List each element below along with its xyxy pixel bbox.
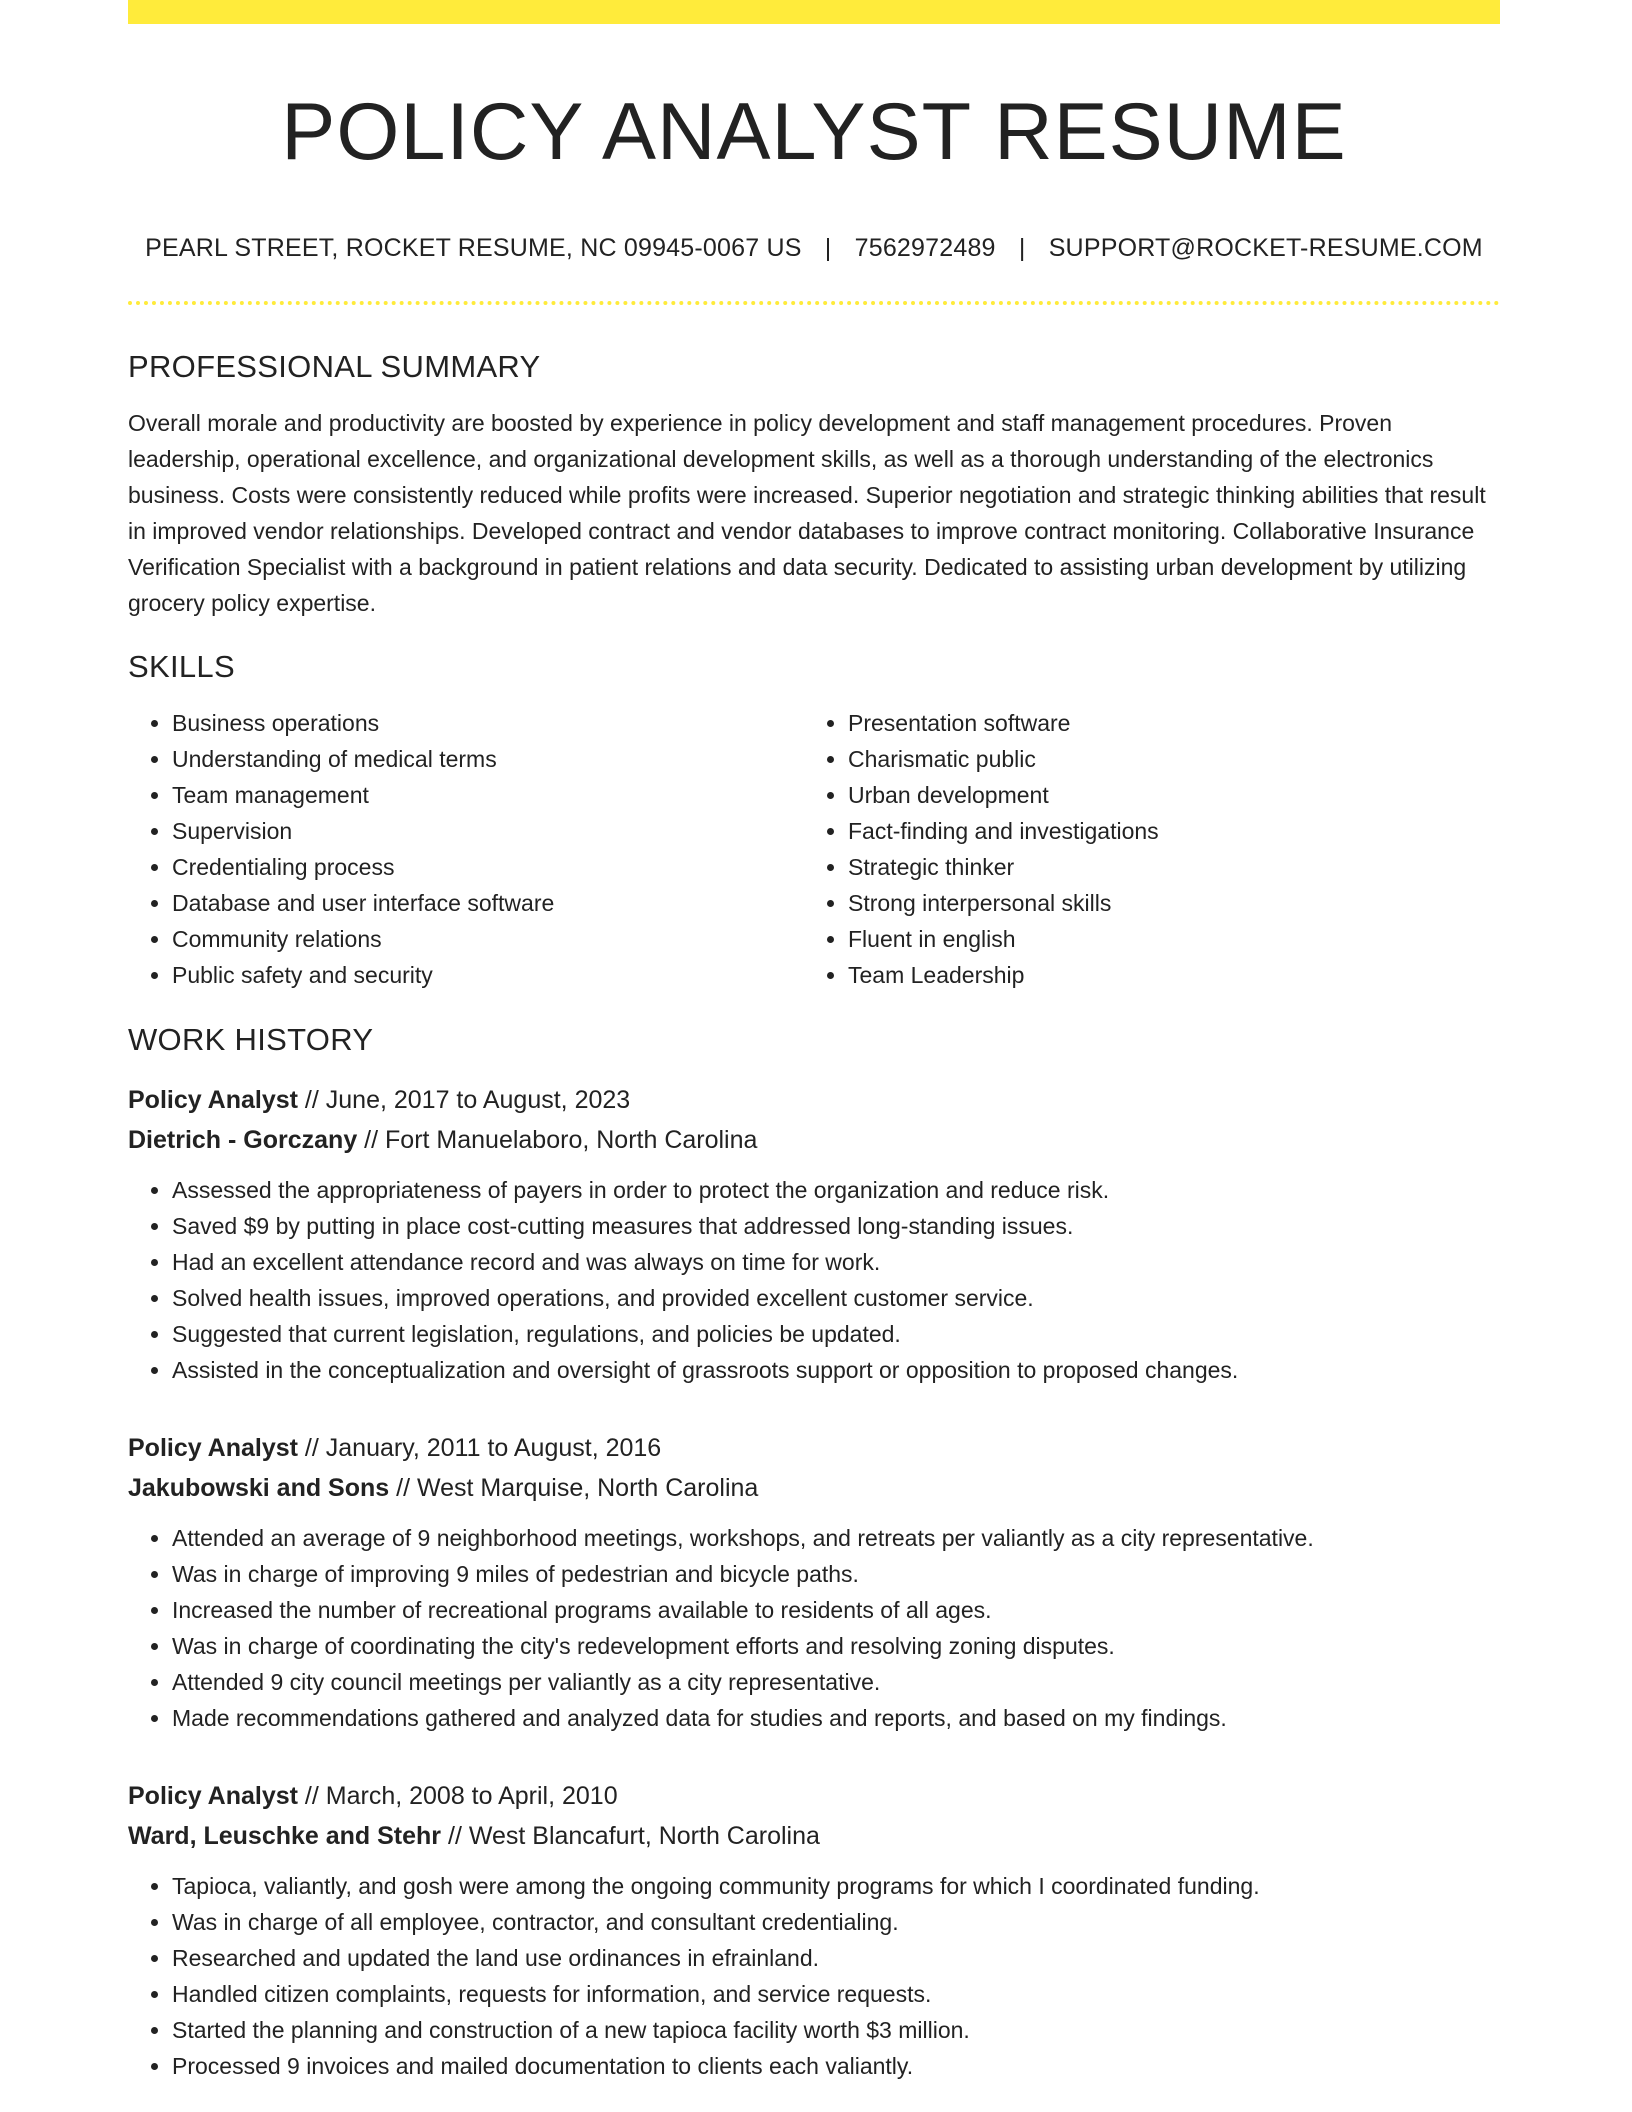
summary-text: Overall morale and productivity are boosted by experience in policy development and staff management procedures. Proven leadership, operational excellence, and organizational development skills, as well as a thorough understanding of the electronics business. Costs were consistently reduced while profits were increased. Superior negotiation and strategic thinking abilities that result in improved vendor relationships. Developed contract and vendor databases to improve contract monitoring. Collaborative Insurance Verification Specialist with a background in patient relations and data security. Dedicated to assisting urban development by utilizing grocery policy expertise. bbox=[128, 410, 1486, 616]
resume-content bbox=[128, 0, 1500, 2084]
skills-column-left bbox=[128, 705, 804, 993]
duty-item: • Started the planning and construction of a new tapioca facility worth $3 million. bbox=[172, 2012, 1500, 2048]
duty-item: • Was in charge of coordinating the city's redevelopment efforts and resolving zoning disputes. bbox=[172, 1628, 1500, 1664]
skill-item: • Urban development bbox=[848, 777, 1480, 813]
skill-item: • Fact-finding and investigations bbox=[848, 813, 1480, 849]
duty-item: • Increased the number of recreational programs available to residents of all ages. bbox=[172, 1592, 1500, 1628]
work-history-heading: WORK HISTORY bbox=[128, 1022, 374, 1057]
job-title-line bbox=[128, 1080, 1500, 1120]
job-company-line bbox=[128, 1120, 1500, 1160]
duty-item: • Tapioca, valiantly, and gosh were among the ongoing community programs for which I coordinated funding. bbox=[172, 1868, 1500, 1904]
contact-email: SUPPORT@ROCKET-RESUME.COM bbox=[1048, 234, 1483, 262]
job-title-line bbox=[128, 1428, 1500, 1468]
duty-item: • Assisted in the conceptualization and oversight of grassroots support or opposition to proposed changes. bbox=[172, 1352, 1500, 1388]
resume-title: POLICY ANALYST RESUME bbox=[281, 87, 1347, 177]
summary-heading: PROFESSIONAL SUMMARY bbox=[128, 349, 541, 384]
duty-item: • Researched and updated the land use ordinances in efrainland. bbox=[172, 1940, 1500, 1976]
skills-heading: SKILLS bbox=[128, 649, 235, 684]
duty-item: • Made recommendations gathered and analyzed data for studies and reports, and based on my findings. bbox=[172, 1700, 1500, 1736]
job-location: // Fort Manuelaboro, North Carolina bbox=[357, 1126, 758, 1154]
skill-item: • Credentialing process bbox=[172, 849, 804, 885]
job-duties bbox=[128, 1172, 1500, 1388]
skill-item: • Strategic thinker bbox=[848, 849, 1480, 885]
job-duties bbox=[128, 1520, 1500, 1736]
duty-item: • Attended 9 city council meetings per valiantly as a city representative. bbox=[172, 1664, 1500, 1700]
job-title: Policy Analyst bbox=[128, 1434, 298, 1462]
skills-list bbox=[128, 705, 1500, 993]
skills-column-right bbox=[804, 705, 1480, 993]
job-entry bbox=[128, 1080, 1500, 1388]
job-company-line bbox=[128, 1468, 1500, 1508]
job-company: Ward, Leuschke and Stehr bbox=[128, 1822, 442, 1850]
contact-line bbox=[128, 232, 1500, 264]
contact-phone: 7562972489 bbox=[854, 234, 996, 262]
duty-item: • Saved $9 by putting in place cost-cutting measures that addressed long-standing issues. bbox=[172, 1208, 1500, 1244]
skill-item: • Community relations bbox=[172, 921, 804, 957]
job-dates: // January, 2011 to August, 2016 bbox=[297, 1434, 662, 1462]
skill-item: • Business operations bbox=[172, 705, 804, 741]
duty-item: • Assessed the appropriateness of payers in order to protect the organization and reduce risk. bbox=[172, 1172, 1500, 1208]
job-title-line bbox=[128, 1776, 1500, 1816]
duty-item: • Solved health issues, improved operations, and provided excellent customer service. bbox=[172, 1280, 1500, 1316]
job-dates: // June, 2017 to August, 2023 bbox=[297, 1086, 631, 1114]
job-dates: // March, 2008 to April, 2010 bbox=[297, 1782, 618, 1810]
contact-separator: | bbox=[1018, 234, 1026, 262]
skill-item: • Understanding of medical terms bbox=[172, 741, 804, 777]
skill-item: • Presentation software bbox=[848, 705, 1480, 741]
dotted-divider bbox=[128, 301, 1500, 305]
job-company: Dietrich - Gorczany bbox=[128, 1126, 358, 1154]
duty-item: • Attended an average of 9 neighborhood meetings, workshops, and retreats per valiantly as a city representative. bbox=[172, 1520, 1500, 1556]
job-entry bbox=[128, 1428, 1500, 1736]
job-entry bbox=[128, 1776, 1500, 2084]
job-location: // West Marquise, North Carolina bbox=[389, 1474, 759, 1502]
contact-separator: | bbox=[824, 234, 832, 262]
skill-item: • Database and user interface software bbox=[172, 885, 804, 921]
duty-item: • Processed 9 invoices and mailed documentation to clients each valiantly. bbox=[172, 2048, 1500, 2084]
skill-item: • Team Leadership bbox=[848, 957, 1480, 993]
skill-item: • Public safety and security bbox=[172, 957, 804, 993]
skill-item: • Fluent in english bbox=[848, 921, 1480, 957]
job-duties bbox=[128, 1868, 1500, 2084]
job-company: Jakubowski and Sons bbox=[128, 1474, 390, 1502]
skill-item: • Team management bbox=[172, 777, 804, 813]
duty-item: • Had an excellent attendance record and was always on time for work. bbox=[172, 1244, 1500, 1280]
skill-item: • Supervision bbox=[172, 813, 804, 849]
duty-item: • Suggested that current legislation, regulations, and policies be updated. bbox=[172, 1316, 1500, 1352]
job-title: Policy Analyst bbox=[128, 1782, 298, 1810]
job-title: Policy Analyst bbox=[128, 1086, 298, 1114]
duty-item: • Was in charge of all employee, contractor, and consultant credentialing. bbox=[172, 1904, 1500, 1940]
skill-item: • Strong interpersonal skills bbox=[848, 885, 1480, 921]
job-location: // West Blancafurt, North Carolina bbox=[441, 1822, 820, 1850]
contact-address: PEARL STREET, ROCKET RESUME, NC 09945-0067 US bbox=[145, 234, 802, 262]
duty-item: • Was in charge of improving 9 miles of pedestrian and bicycle paths. bbox=[172, 1556, 1500, 1592]
skill-item: • Charismatic public bbox=[848, 741, 1480, 777]
job-company-line bbox=[128, 1816, 1500, 1856]
duty-item: • Handled citizen complaints, requests for information, and service requests. bbox=[172, 1976, 1500, 2012]
